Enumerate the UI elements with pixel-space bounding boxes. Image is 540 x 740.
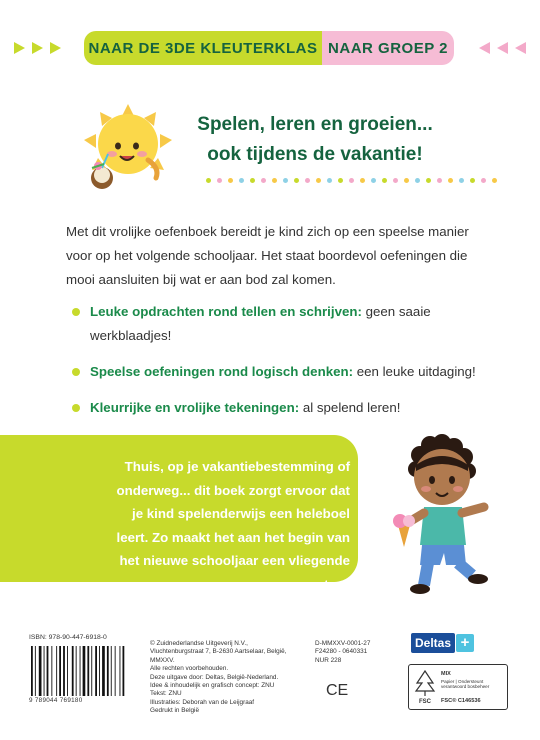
child-with-ice-cream-illustration	[380, 425, 500, 600]
barcode-icon	[29, 646, 129, 696]
credits-block	[150, 640, 310, 716]
divider-dot	[349, 178, 354, 183]
publisher-logo	[411, 632, 491, 654]
bullet-dot-icon	[72, 308, 80, 316]
divider-dot	[371, 178, 376, 183]
isbn-text: ISBN: 978-90-447-6918-0	[29, 634, 107, 641]
right-arrow-decoration	[479, 42, 526, 54]
credit-line: © Zuidnederlandse Uitgeverij N.V.,	[150, 640, 248, 647]
bullet-text: een leuke uitdaging!	[353, 364, 476, 379]
divider-dot	[448, 178, 453, 183]
credit-line: Gedrukt in België	[150, 707, 200, 715]
fsc-label	[408, 664, 508, 710]
divider-dot	[239, 178, 244, 183]
bullet-dot-icon	[72, 368, 80, 376]
ce-mark-icon: CE	[326, 682, 349, 699]
fsc-tree-icon	[413, 669, 437, 705]
fsc-code: FSC® C146536	[441, 698, 481, 704]
divider-dot	[305, 178, 310, 183]
divider-dot	[206, 178, 211, 183]
divider-dot	[283, 178, 288, 183]
divider-dot	[261, 178, 266, 183]
headline	[175, 110, 455, 170]
credit-line: Illustraties: Deborah van de Leijgraaf	[150, 698, 255, 706]
divider-dot	[393, 178, 398, 183]
credit-line: Tekst: ZNU	[150, 690, 182, 698]
divider-dot	[338, 178, 343, 183]
tab-groep-2-label: NAAR GROEP 2	[328, 39, 448, 57]
list-item	[66, 360, 476, 384]
code-line: NUR 228	[315, 656, 342, 664]
divider-dot	[250, 178, 255, 183]
bullet-lead: Leuke opdrachten rond tellen en schrijven:	[90, 304, 362, 319]
divider-dot	[404, 178, 409, 183]
codes-block	[315, 640, 395, 665]
divider-dot	[272, 178, 277, 183]
footer	[0, 632, 540, 740]
bullet-lead: Speelse oefeningen rond logisch denken:	[90, 364, 354, 379]
list-item	[66, 396, 476, 420]
divider-dot	[382, 178, 387, 183]
bullet-lead: Kleurrijke en vrolijke tekeningen:	[90, 400, 300, 415]
intro-paragraph: Met dit vrolijke oefenboek bereidt je kind zich op een speelse manier voor op het volgende schooljaar. Het staat boordevol oefeningen die mooi aansluiten bij wat er aan bod zal komen.	[66, 224, 469, 287]
divider-dot	[327, 178, 332, 183]
code-line: F24280 - 0640331	[315, 648, 368, 656]
tab-groep-2	[322, 31, 454, 65]
list-item	[66, 300, 476, 348]
barcode-number: 9 789044 769180	[29, 697, 83, 704]
headline-line-2: ook tijdens de vakantie!	[207, 144, 423, 165]
divider-dot	[415, 178, 420, 183]
divider-dot	[217, 178, 222, 183]
divider-dot	[228, 178, 233, 183]
credit-line: Alle rechten voorbehouden.	[150, 665, 229, 673]
left-arrow-decoration	[14, 42, 61, 54]
fsc-description: Papier | Ondersteunt verantwoord bosbeheer	[441, 679, 490, 690]
fsc-mix: MIX	[441, 671, 451, 677]
credit-line: Vluchtenburgstraat 7, B-2630 Aartselaar, België, MMXXV.	[150, 648, 287, 664]
tab-kleuterklas	[84, 31, 322, 65]
credit-line: Deze uitgave door: Deltas, België-Nederland.	[150, 673, 279, 681]
divider-dot	[426, 178, 431, 183]
divider-dot	[360, 178, 365, 183]
bullet-text: al spelend leren!	[299, 400, 401, 415]
bullet-text: geen saaie werkblaadjes!	[90, 304, 431, 343]
code-line: D-MMXXV-0001-27	[315, 640, 371, 647]
divider-dot	[437, 178, 442, 183]
feature-list	[66, 300, 476, 432]
divider-dot	[294, 178, 299, 183]
divider-dot	[459, 178, 464, 183]
bullet-dot-icon	[72, 404, 80, 412]
credit-line: Idee & inhoudelijk en grafisch concept: ZNU	[150, 682, 275, 690]
divider-dot	[492, 178, 497, 183]
publisher-name: Deltas	[411, 633, 455, 653]
dotted-divider	[206, 178, 497, 183]
plus-icon: +	[456, 634, 474, 652]
divider-dot	[316, 178, 321, 183]
tab-kleuterklas-label: NAAR DE 3DE KLEUTERKLAS	[88, 39, 318, 57]
headline-line-1: Spelen, leren en groeien...	[197, 114, 433, 135]
fsc-logo-text: FSC	[419, 699, 431, 705]
sun-illustration	[78, 98, 178, 196]
panel-text: Thuis, op je vakantiebestemming of onderweg... dit boek zorgt ervoor dat je kind spelenderwijs een heleboel leert. Zo maakt het aan het begin van het nieuwe schooljaar een vliegende start!	[116, 459, 350, 592]
divider-dot	[481, 178, 486, 183]
divider-dot	[470, 178, 475, 183]
